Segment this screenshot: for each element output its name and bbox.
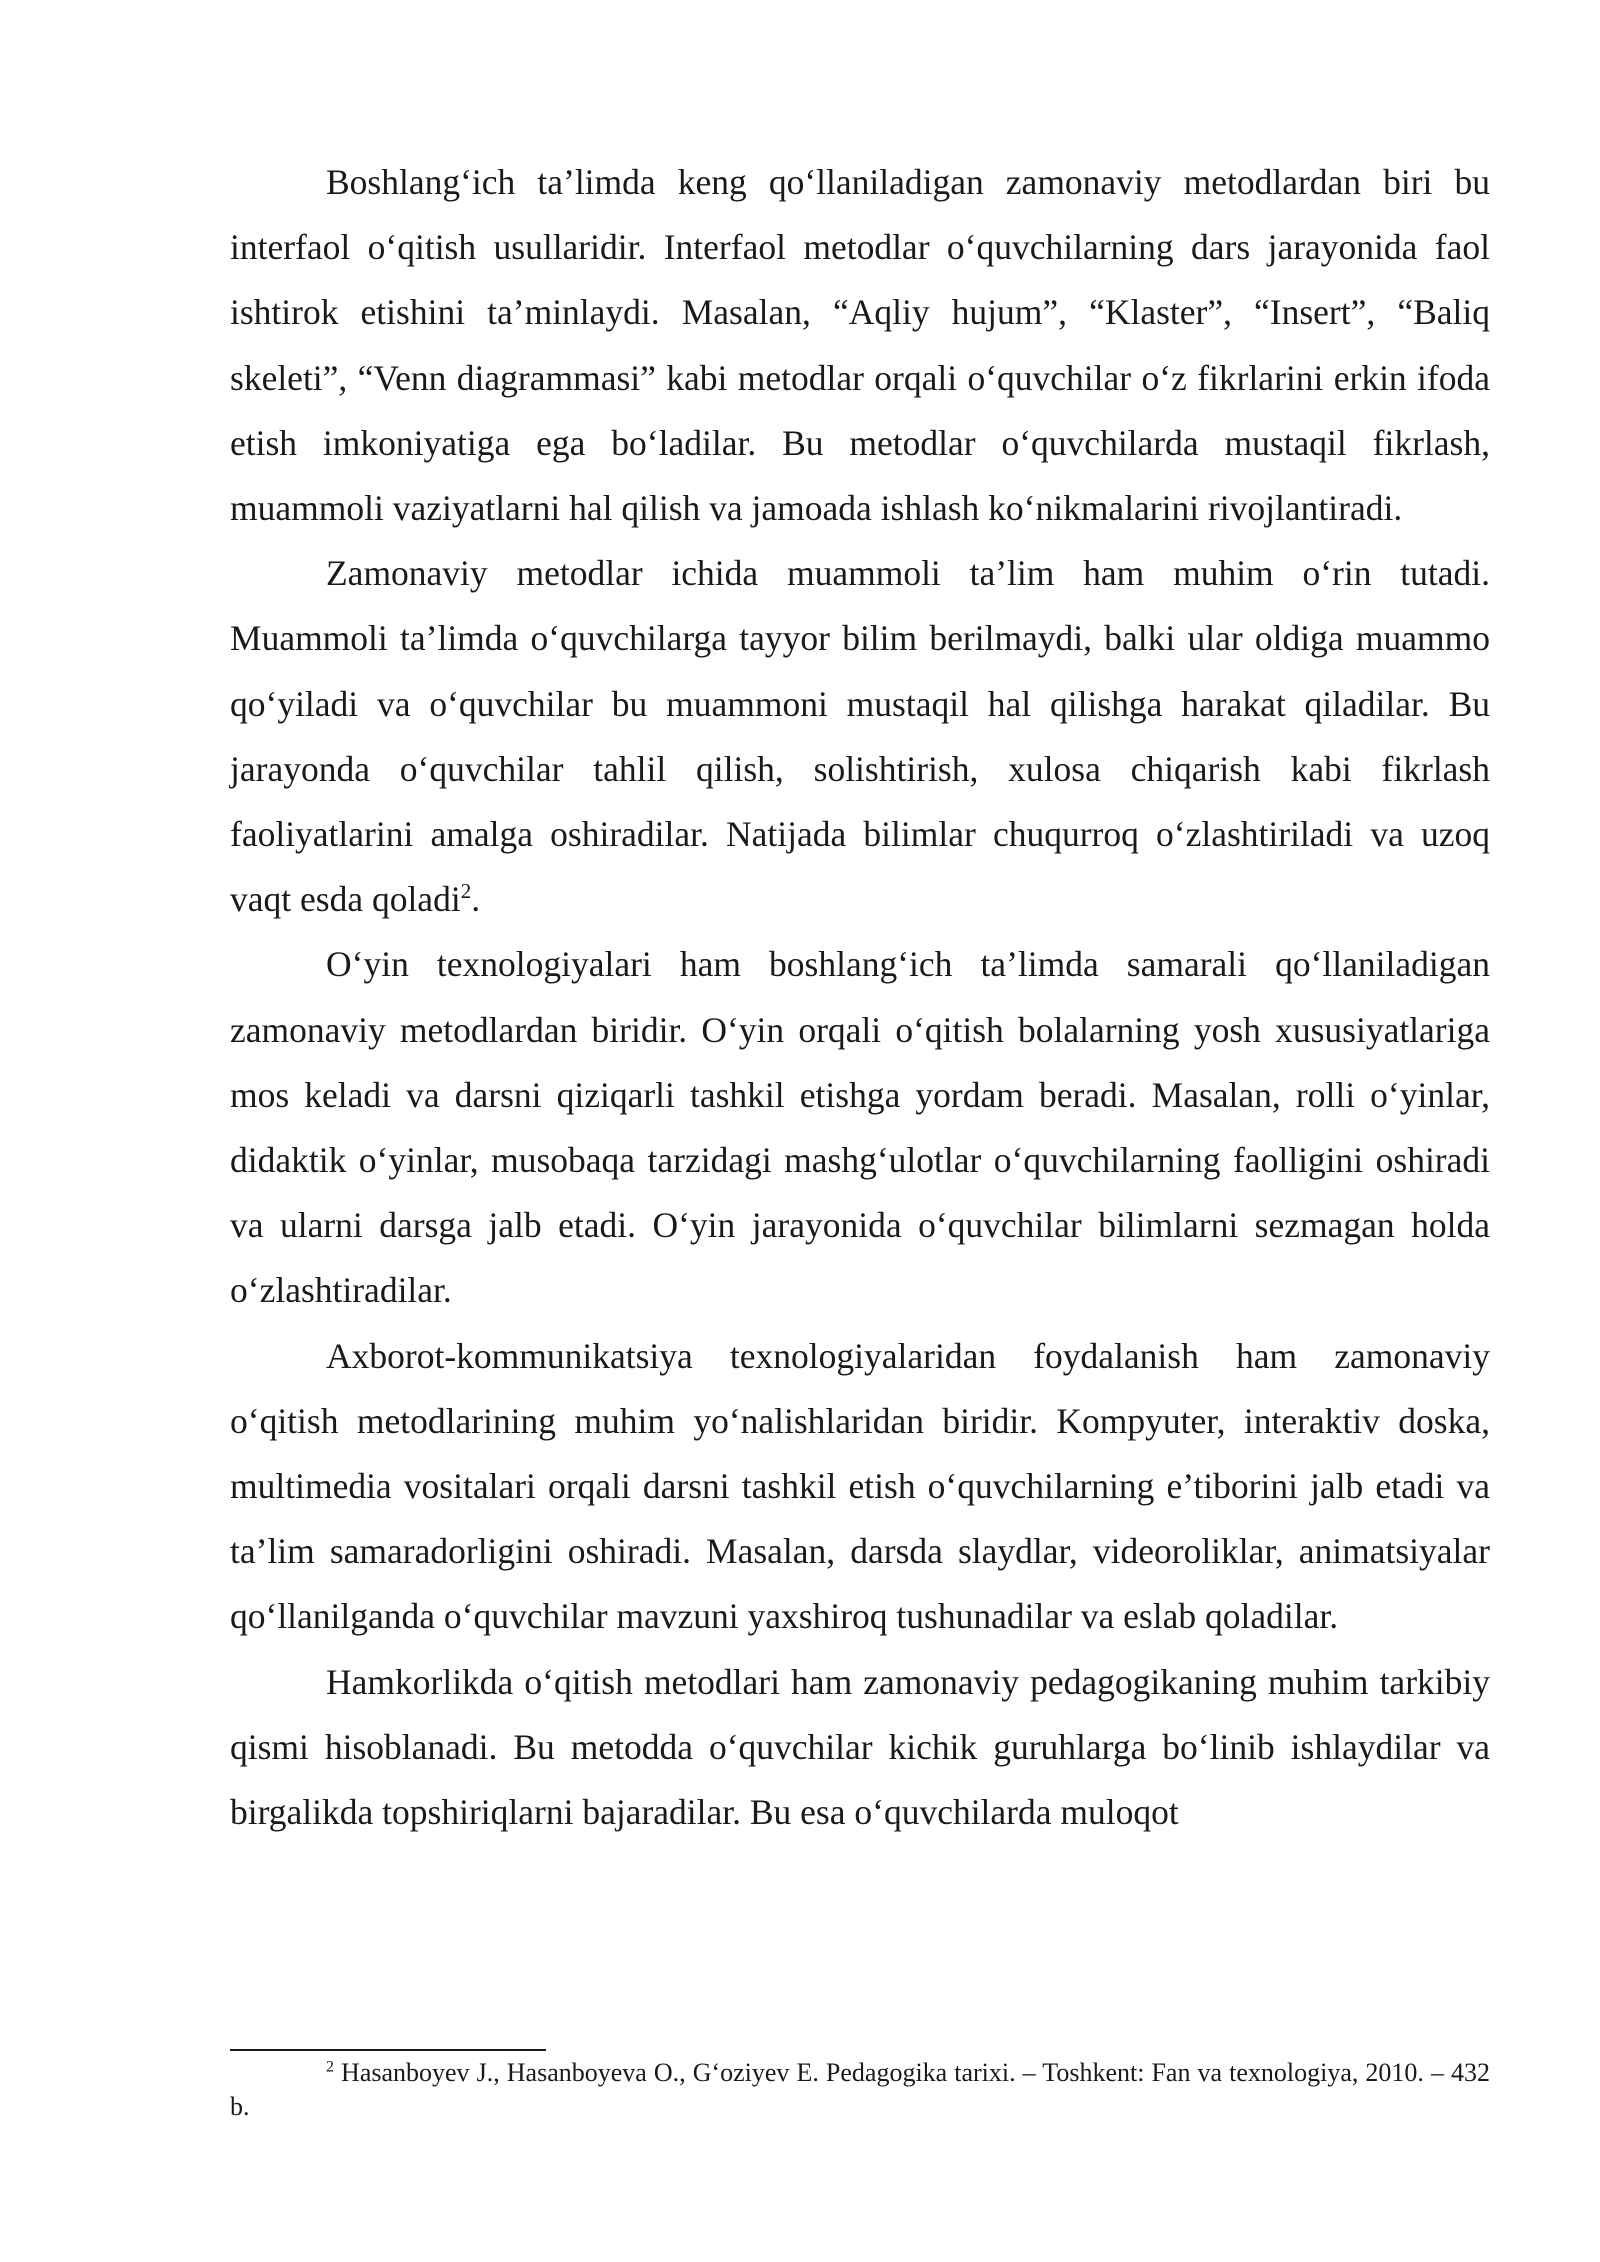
paragraph-interactive-methods <box>230 150 1490 541</box>
paragraph-tail: . <box>471 879 481 920</box>
paragraph-text: O‘yin texnologiyalari ham boshlang‘ich ta’limda samarali qo‘llaniladigan zamonaviy metodlardan biridir. O‘yin orqali o‘qitish bolalarning yosh xususiyatlariga mos keladi va darsni qiziqarli tashkil etishga yordam beradi. Masalan, rolli o‘yinlar, didaktik o‘yinlar, musobaqa tarzidagi mashg‘ulotlar o‘quvchilarning faolligini oshiradi va ularni darsga jalb etadi. O‘yin jarayonida o‘quvchilar bilimlarni sezmagan holda o‘zlashtiradilar. <box>230 944 1490 1311</box>
footnote-number: 2 <box>326 2058 334 2076</box>
footnote <box>230 2056 1490 2124</box>
paragraph-text: Hamkorlikda o‘qitish metodlari ham zamonaviy pedagogikaning muhim tarkibiy qismi hisoblanadi. Bu metodda o‘quvchilar kichik guruhlarga bo‘linib ishlaydilar va birgalikda topshiriqlarni bajaradilar. Bu esa o‘quvchilarda muloqot <box>230 1661 1490 1833</box>
paragraph-text: Zamonaviy metodlar ichida muammoli ta’lim ham muhim o‘rin tutadi. Muammoli ta’limda o‘quvchilarga tayyor bilim berilmaydi, balki ular oldiga muammo qo‘yiladi va o‘quvchilar bu muammoni mustaqil hal qilishga harakat qiladilar. Bu jarayonda o‘quvchilar tahlil qilish, solishtirish, xulosa chiqarish kabi fikrlash faoliyatlarini amalga oshiradilar. Natijada bilimlar chuqurroq o‘zlashtiriladi va uzoq vaqt esda qoladi <box>230 553 1490 920</box>
paragraph-game-technologies <box>230 932 1490 1323</box>
footnote-reference[interactable]: 2 <box>460 879 472 904</box>
paragraph-text: Axborot-kommunikatsiya texnologiyalaridan foydalanish ham zamonaviy o‘qitish metodlarining muhim yo‘nalishlaridan biridir. Kompyuter, interaktiv doska, multimedia vositalari orqali darsni tashkil etish o‘quvchilarning e’tiborini jalb etadi va ta’lim samaradorligini oshiradi. Masalan, darsda slaydlar, videoroliklar, animatsiyalar qo‘llanilganda o‘quvchilar mavzuni yaxshiroq tushunadilar va eslab qoladilar. <box>230 1335 1490 1637</box>
paragraph-text: Boshlang‘ich ta’limda keng qo‘llaniladigan zamonaviy metodlardan biri bu interfaol o‘qitish usullaridir. Interfaol metodlar o‘quvchilarning dars jarayonida faol ishtirok etishini ta’minlaydi. Masalan, “Aqliy hujum”, “Klaster”, “Insert”, “Baliq skeleti”, “Venn diagrammasi” kabi metodlar orqali o‘quvchilar o‘z fikrlarini erkin ifoda etish imkoniyatiga ega bo‘ladilar. Bu metodlar o‘quvchilarda mustaqil fikrlash, muammoli vaziyatlarni hal qilish va jamoada ishlash ko‘nikmalarini rivojlantiradi. <box>230 162 1490 529</box>
footnote-separator <box>230 2049 546 2051</box>
paragraph-problem-based-learning <box>230 541 1490 932</box>
paragraph-ict-usage <box>230 1324 1490 1650</box>
document-body <box>230 150 1490 1845</box>
paragraph-cooperative-learning <box>230 1650 1490 1846</box>
footnote-text: Hasanboyev J., Hasanboyeva O., G‘oziyev E. Pedagogika tarixi. – Toshkent: Fan va texnologiya, 2010. – 432 b. <box>230 2058 1490 2121</box>
